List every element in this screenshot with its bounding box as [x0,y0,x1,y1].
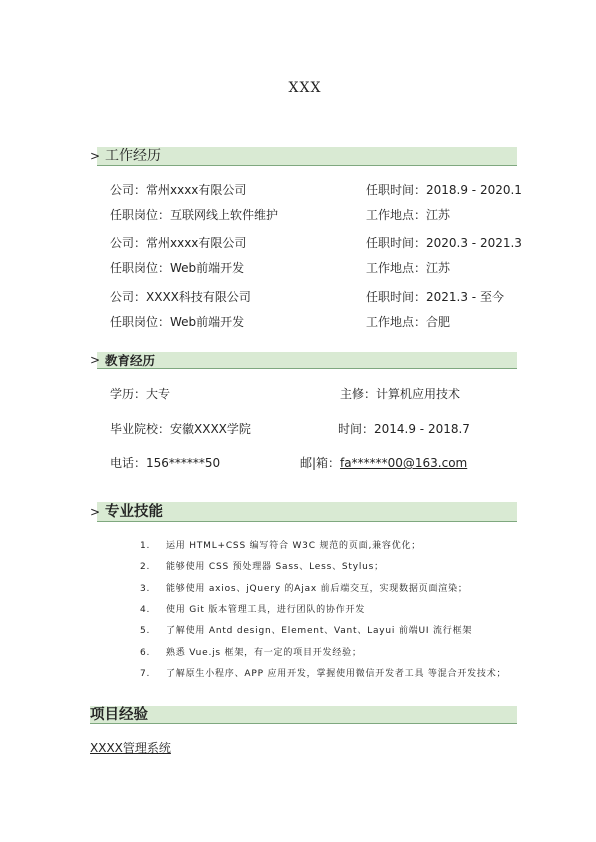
chevron-right-icon: > [90,505,101,519]
work-position-1: 任职岗位：互联网线上软件维护 [110,208,279,222]
work-period-3: 任职时间：2021.3 - 至今 [366,290,504,304]
chevron-right-icon: > [90,353,101,367]
work-location-3: 工作地点：合肥 [366,315,451,329]
list-item [140,669,520,690]
list-item-number: 4. [140,604,151,615]
list-item-text: 能够使用 axios、jQuery 的Ajax 前后端交互，实现数据页面渲染； [166,583,468,594]
list-item [140,584,520,605]
list-item [140,648,520,669]
list-item-number: 3. [140,583,151,594]
list-item [140,605,520,626]
email-label: 邮|箱： [300,456,341,470]
section-work-experience [90,147,517,166]
work-company-2: 公司：常州xxxx有限公司 [110,236,247,250]
section-heading-education: 教育经历 [105,353,156,368]
list-item-text: 运用 HTML+CSS 编写符合 W3C 规范的页面,兼容优化； [166,541,422,551]
contact-phone: 电话：156******50 [110,456,221,470]
list-item-number: 5. [140,626,151,637]
section-heading-projects: 项目经验 [90,707,148,723]
list-item-text: 能够使用 CSS 预处理器 Sass、Less、Stylus； [166,562,384,573]
section-header-bar [97,352,517,369]
list-item-number: 6. [140,647,151,658]
section-heading-work: 工作经历 [105,148,161,164]
list-item [140,541,520,562]
section-header-bar [97,147,517,166]
list-item [140,562,520,583]
work-position-2: 任职岗位：Web前端开发 [110,261,245,275]
work-company-1: 公司：常州xxxx有限公司 [110,183,247,197]
work-period-2: 任职时间：2020.3 - 2021.3 [366,236,522,250]
work-company-3: 公司：XXXX科技有限公司 [110,290,251,304]
work-period-1: 任职时间：2018.9 - 2020.1 [366,183,522,197]
work-location-1: 工作地点：江苏 [366,208,451,222]
list-item [140,626,520,647]
section-header-bar [90,706,517,724]
education-degree: 学历：大专 [110,387,171,401]
section-projects [90,706,517,724]
work-position-3: 任职岗位：Web前端开发 [110,315,245,329]
list-item-number: 7. [140,668,151,679]
chevron-right-icon: > [90,149,101,163]
list-item-text: 熟悉 Vue.js 框架，有一定的项目开发经验； [166,647,362,658]
contact-email [300,456,467,470]
list-item-text: 使用 Git 版本管理工具，进行团队的协作开发 [166,604,366,615]
education-major: 主修：计算机应用技术 [340,387,461,401]
section-header-bar [97,502,517,522]
email-link[interactable]: fa******00@163.com [340,456,468,470]
section-education [90,352,517,369]
education-period: 时间：2014.9 - 2018.7 [338,422,470,436]
education-school: 毕业院校：安徽XXXX学院 [110,422,251,436]
skills-list [140,541,520,690]
project-item[interactable]: XXXX管理系统 [90,741,171,755]
resume-title: XXX [288,80,322,96]
section-skills [90,502,517,522]
list-item-number: 1. [140,541,151,551]
work-location-2: 工作地点：江苏 [366,261,451,275]
list-item-number: 2. [140,562,151,573]
list-item-text: 了解原生小程序、APP 应用开发，掌握使用微信开发者工具 等混合开发技术； [166,668,507,679]
list-item-text: 了解使用 Antd design、Element、Vant、Layui 前端UI 流行框架 [166,626,473,637]
section-heading-skills: 专业技能 [105,504,163,520]
